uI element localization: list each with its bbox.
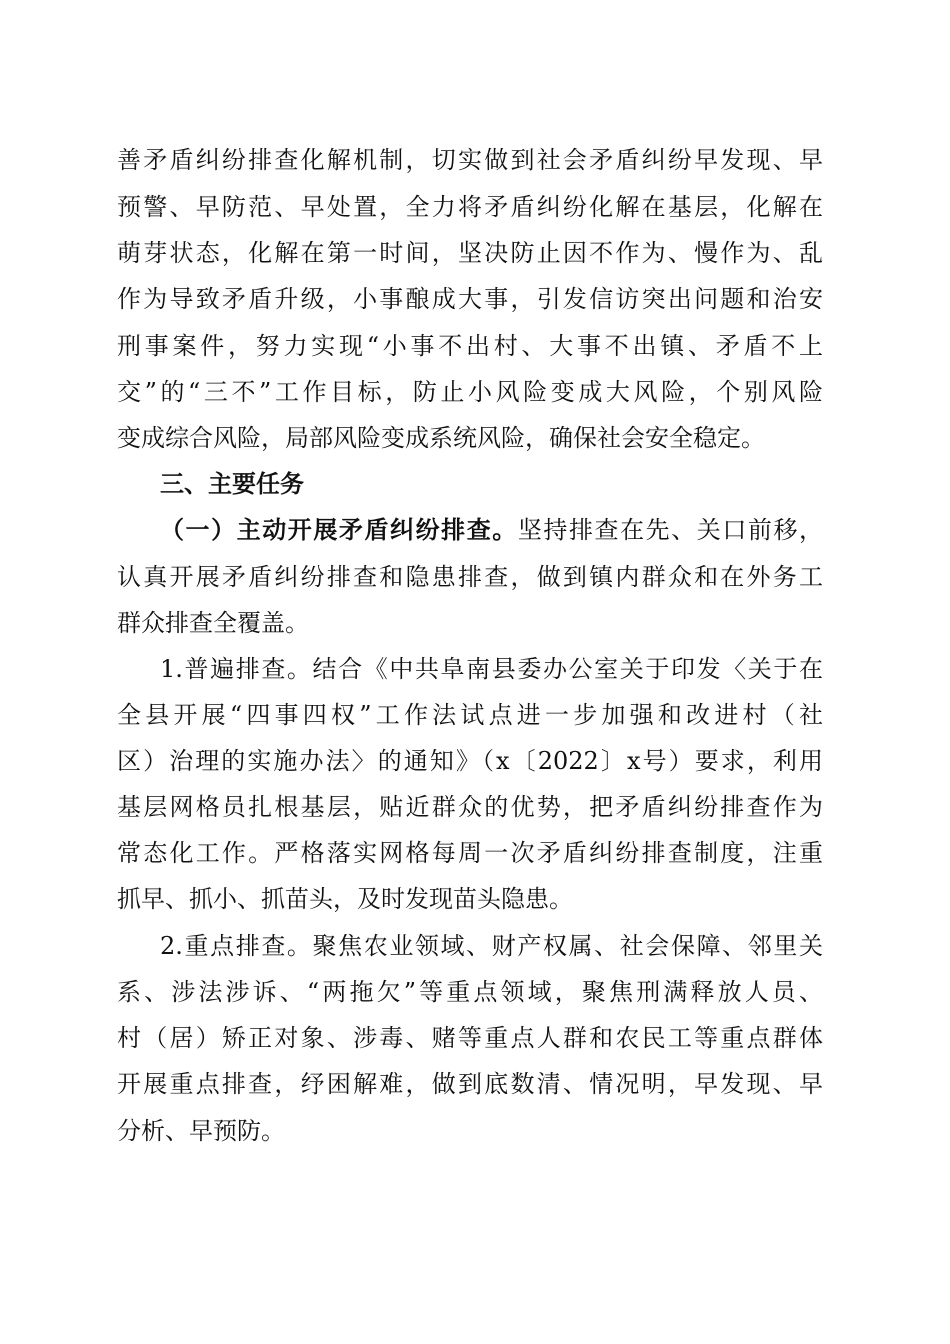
section-heading: 三、主要任务 xyxy=(160,470,304,498)
paragraph-line: 变成综合风险，局部风险变成系统风险，确保社会安全稳定。 xyxy=(117,424,765,452)
paragraph-line: 1.普遍排查。结合《中共阜南县委办公室关于印发〈关于在 xyxy=(160,655,823,683)
paragraph-line: 常态化工作。严格落实网格每周一次矛盾纠纷排查制度，注重 xyxy=(117,839,823,867)
paragraph-line: 预警、早防范、早处置，全力将矛盾纠纷化解在基层，化解在 xyxy=(117,193,823,221)
subsection-title: （一）主动开展矛盾纠纷排查。 xyxy=(160,516,518,544)
paragraph-line: 萌芽状态，化解在第一时间，坚决防止因不作为、慢作为、乱 xyxy=(117,239,823,267)
paragraph-line: 作为导致矛盾升级，小事酿成大事，引发信访突出问题和治安 xyxy=(117,285,823,313)
paragraph-line: 善矛盾纠纷排查化解机制，切实做到社会矛盾纠纷早发现、早 xyxy=(117,146,823,174)
paragraph-line: 基层网格员扎根基层，贴近群众的优势，把矛盾纠纷排查作为 xyxy=(117,793,823,821)
paragraph-line: 村（居）矫正对象、涉毒、赌等重点人群和农民工等重点群体 xyxy=(117,1024,823,1052)
paragraph-line: 系、涉法涉诉、“两拖欠”等重点领域，聚焦刑满释放人员、 xyxy=(117,978,823,1006)
paragraph-line: 分析、早预防。 xyxy=(117,1117,285,1145)
subsection-lead-line xyxy=(160,510,823,550)
paragraph-line: 交”的“三不”工作目标，防止小风险变成大风险，个别风险 xyxy=(117,378,823,406)
subsection-body: 坚持排查在先、关口前移， xyxy=(517,516,824,544)
paragraph-line: 区）治理的实施办法〉的通知》（x〔2022〕x号）要求，利用 xyxy=(117,747,823,775)
paragraph-line: 群众排查全覆盖。 xyxy=(117,609,309,637)
paragraph-line: 2.重点排查。聚焦农业领域、财产权属、社会保障、邻里关 xyxy=(160,932,823,960)
paragraph-line: 抓早、抓小、抓苗头，及时发现苗头隐患。 xyxy=(117,885,573,913)
paragraph-line: 开展重点排查，纾困解难，做到底数清、情况明，早发现、早 xyxy=(117,1070,823,1098)
paragraph-line: 认真开展矛盾纠纷排查和隐患排查，做到镇内群众和在外务工 xyxy=(117,563,823,591)
paragraph-line: 全县开展“四事四权”工作法试点进一步加强和改进村（社 xyxy=(117,701,823,729)
paragraph-line: 刑事案件，努力实现“小事不出村、大事不出镇、矛盾不上 xyxy=(117,332,823,360)
